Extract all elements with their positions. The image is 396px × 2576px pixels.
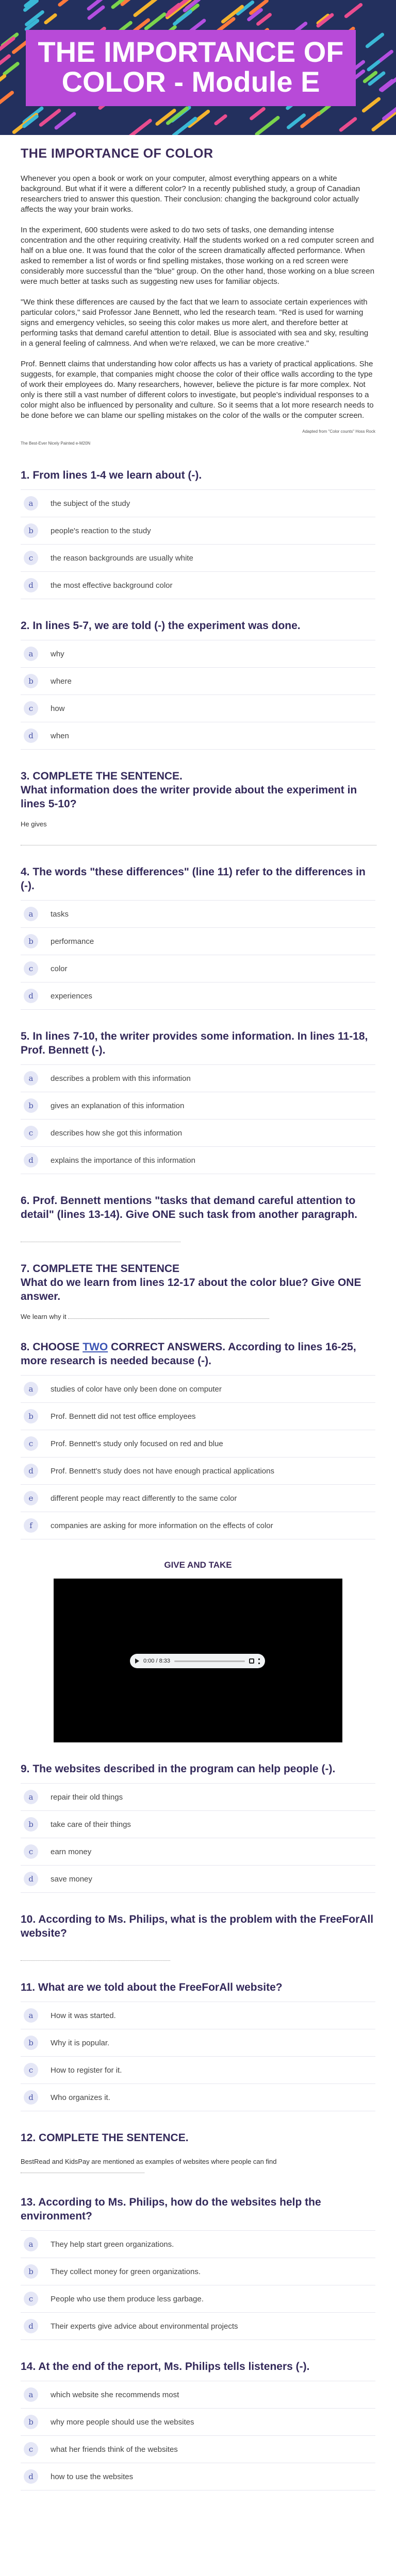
- option-letter: c: [24, 551, 38, 565]
- options-list: [21, 1375, 375, 1539]
- answer-option[interactable]: [21, 2002, 375, 2029]
- option-letter: b: [24, 2036, 38, 2050]
- option-letter: b: [24, 1817, 38, 1832]
- option-label: the subject of the study: [51, 499, 130, 508]
- option-label: color: [51, 964, 68, 973]
- options-list: [21, 1783, 375, 1893]
- option-label: when: [51, 731, 69, 740]
- option-label: They help start green organizations.: [51, 2240, 174, 2249]
- option-label: tasks: [51, 909, 69, 919]
- option-letter: a: [24, 2008, 38, 2023]
- answer-option[interactable]: [21, 1064, 375, 1092]
- option-label: Why it is popular.: [51, 2038, 110, 2047]
- option-letter: d: [24, 728, 38, 743]
- option-label: experiences: [51, 991, 92, 1001]
- passage-paragraph: Whenever you open a book or work on your computer, almost everything appears on a white background. But what if it were a different color? In a recently published study, a group of Canadian researchers tried to answer this question. Their conclusion: changing the background color actually affects the way your brain works.: [21, 174, 360, 214]
- answer-option[interactable]: [21, 2258, 375, 2285]
- answer-option[interactable]: [21, 1783, 375, 1810]
- passage-paragraph: Prof. Bennett claims that understanding how color affects us has a variety of practical applications. She suggests, for example, that companies might choose the color of their office walls according to the type of work their employees do. Many researchers, however, believe the picture is far more complex. Not only is there still a vast number of different colors to investigate, but people's individual responses to a color might also be influenced by personality and culture. So it seems that a lot more research needs to be done before we can blame our spelling mistakes on the color of the walls or the computer screen.: [21, 360, 374, 420]
- option-label: Prof. Bennett's study does not have enough practical applications: [51, 1466, 274, 1476]
- answer-option[interactable]: [21, 2435, 375, 2463]
- banner-stripe: [127, 118, 153, 135]
- answer-option[interactable]: [21, 1375, 375, 1402]
- answer-option[interactable]: [21, 1484, 375, 1512]
- option-letter: b: [24, 1098, 38, 1113]
- banner-stripe: [0, 74, 7, 87]
- option-letter: d: [24, 2319, 38, 2333]
- answer-option[interactable]: [21, 544, 375, 571]
- option-label: why: [51, 649, 64, 658]
- answer-option[interactable]: [21, 517, 375, 544]
- option-letter: c: [24, 1844, 38, 1859]
- question-text: 14. At the end of the report, Ms. Philips tells listeners (-).: [21, 2361, 310, 2372]
- answer-option[interactable]: [21, 2312, 375, 2340]
- question-4: [21, 865, 375, 1010]
- option-letter: b: [24, 1409, 38, 1423]
- exam-credit: The Best-Ever Nicely Painted e-M20N: [21, 441, 91, 446]
- audio-controls[interactable]: [130, 1654, 265, 1668]
- option-label: How it was started.: [51, 2011, 116, 2020]
- emphasis-two: TWO: [82, 1341, 108, 1353]
- reading-passage: [21, 174, 375, 421]
- play-icon[interactable]: [135, 1658, 139, 1664]
- banner-stripe: [366, 59, 381, 72]
- answer-prefix: We learn why it: [21, 1313, 67, 1320]
- option-label: how to use the websites: [51, 2472, 134, 2481]
- option-letter: a: [24, 1071, 38, 1086]
- option-letter: c: [24, 961, 38, 976]
- question-text: 5. In lines 7-10, the writer provides some information. In lines 11-18, Prof. Bennett (-).: [21, 1030, 368, 1056]
- passage-paragraph: "We think these differences are caused by the fact that we learn to associate certain experiences with particular colors," said Professor Jane Bennett, who led the research team. "Red is used for warning signs and emergency vehicles, so seeing this color makes us more alert, and therefore better at performing tasks that demand careful attention to detail. Blue is associated with sea and sky, resulting in a general feeling of calmness. And when we're relaxed, we can be more creative.": [21, 298, 369, 348]
- option-label: earn money: [51, 1847, 92, 1856]
- answer-option[interactable]: [21, 2408, 375, 2435]
- option-label: performance: [51, 937, 94, 946]
- option-label: take care of their things: [51, 1820, 131, 1829]
- source-credit: Adapted from "Color counts" Hoss Rock: [302, 429, 375, 434]
- options-list: [21, 640, 375, 750]
- passage-paragraph: In the experiment, 600 students were asked to do two sets of tasks, one demanding intense concentration and the other requiring creativity. Half the students worked on a red computer screen and half on a blue one. It was found that the color of the screen dramatically affected performance. When asked to remember a list of words or find spelling mistakes, those working on a red screen were considerably more successful than the "blue" group. On the other hand, those working on a blue screen were much better at tasks such as suggesting new uses for familiar objects.: [21, 226, 375, 286]
- option-label: what her friends think of the websites: [51, 2445, 178, 2454]
- answer-option[interactable]: [21, 2083, 375, 2111]
- option-letter: a: [24, 496, 38, 511]
- options-list: [21, 2002, 375, 2111]
- question-text: 3. COMPLETE THE SENTENCE.: [21, 770, 183, 782]
- option-letter: b: [24, 934, 38, 948]
- option-letter: a: [24, 907, 38, 921]
- answer-option[interactable]: [21, 571, 375, 599]
- option-label: repair their old things: [51, 1792, 123, 1802]
- time-display: 0:00 / 8:33: [143, 1658, 170, 1664]
- question-3: [21, 769, 375, 845]
- question-9: [21, 1762, 375, 1893]
- main-content: [0, 146, 396, 2490]
- option-letter: e: [24, 1491, 38, 1505]
- option-label: how: [51, 704, 65, 713]
- option-label: Prof. Bennett's study only focused on red and blue: [51, 1439, 223, 1448]
- option-label: Their experts give advice about environmental projects: [51, 2321, 238, 2331]
- answer-option[interactable]: [21, 489, 375, 517]
- option-letter: d: [24, 989, 38, 1003]
- answer-option[interactable]: [21, 1810, 375, 1838]
- option-letter: a: [24, 2387, 38, 2402]
- answer-option[interactable]: [21, 2381, 375, 2408]
- question-text: 11. What are we told about the FreeForAll website?: [21, 1981, 283, 1993]
- options-list: [21, 489, 375, 599]
- question-6: [21, 1194, 375, 1242]
- option-letter: d: [24, 1872, 38, 1886]
- answer-field[interactable]: [21, 820, 375, 828]
- option-label: why more people should use the websites: [51, 2417, 194, 2427]
- answer-option[interactable]: [21, 1838, 375, 1865]
- option-label: gives an explanation of this information: [51, 1101, 185, 1110]
- answer-line[interactable]: [21, 839, 376, 845]
- page-title: THE IMPORTANCE OF COLOR - Module E: [26, 30, 356, 106]
- option-letter: c: [24, 701, 38, 716]
- option-label: where: [51, 676, 72, 686]
- answer-field[interactable]: [21, 1313, 375, 1320]
- option-label: explains the importance of this information: [51, 1156, 195, 1165]
- question-text: 9. The websites described in the program can help people (-).: [21, 1763, 336, 1775]
- question-text: 6. Prof. Bennett mentions "tasks that demand careful attention to detail" (lines 13-14). Give ONE such task from another paragraph.: [21, 1195, 357, 1221]
- option-label: They collect money for green organizations.: [51, 2267, 201, 2276]
- option-letter: c: [24, 1436, 38, 1451]
- question-14: [21, 2360, 375, 2490]
- header-banner: [0, 0, 396, 135]
- option-label: save money: [51, 1874, 92, 1884]
- option-label: Who organizes it.: [51, 2093, 110, 2102]
- option-letter: f: [24, 1518, 38, 1533]
- answer-option[interactable]: [21, 982, 375, 1010]
- answer-line[interactable]: [21, 1955, 170, 1961]
- question-13: [21, 2195, 375, 2340]
- option-label: different people may react differently to the same color: [51, 1494, 237, 1503]
- option-letter: a: [24, 2237, 38, 2251]
- option-letter: b: [24, 2415, 38, 2429]
- question-text: 10. According to Ms. Philips, what is the problem with the FreeForAll website?: [21, 1913, 374, 1939]
- option-letter: d: [24, 578, 38, 592]
- answer-field[interactable]: [21, 2157, 375, 2176]
- option-label: People who use them produce less garbage.: [51, 2294, 204, 2303]
- answer-option[interactable]: [21, 2285, 375, 2312]
- question-8: [21, 1340, 375, 1539]
- answer-option[interactable]: [21, 955, 375, 982]
- answer-line[interactable]: [21, 1236, 180, 1242]
- question-text: 1. From lines 1-4 we learn about (-).: [21, 469, 202, 481]
- progress-track[interactable]: [174, 1660, 245, 1662]
- banner-stripe: [43, 13, 58, 25]
- option-label: Prof. Bennett did not test office employees: [51, 1412, 196, 1421]
- answer-option[interactable]: [21, 1457, 375, 1484]
- option-letter: d: [24, 1153, 38, 1167]
- options-list: [21, 1064, 375, 1174]
- banner-stripe: [338, 116, 357, 132]
- answer-option[interactable]: [21, 2230, 375, 2258]
- option-letter: c: [24, 1126, 38, 1140]
- question-2: [21, 619, 375, 750]
- option-label: which website she recommends most: [51, 2390, 179, 2399]
- option-letter: d: [24, 2090, 38, 2105]
- answer-option[interactable]: [21, 1092, 375, 1119]
- question-subtext: What information does the writer provide about the experiment in lines 5-10?: [21, 784, 357, 810]
- answer-option[interactable]: [21, 900, 375, 927]
- option-label: describes how she got this information: [51, 1128, 183, 1138]
- question-7: [21, 1262, 375, 1320]
- option-letter: d: [24, 1464, 38, 1478]
- options-list: [21, 2230, 375, 2340]
- question-text: 4. The words "these differences" (line 11) refer to the differences in (-).: [21, 866, 366, 892]
- question-text: 13. According to Ms. Philips, how do the websites help the environment?: [21, 2196, 321, 2222]
- answer-option[interactable]: [21, 694, 375, 722]
- option-label: How to register for it.: [51, 2065, 122, 2075]
- question-1: [21, 468, 375, 599]
- option-label: describes a problem with this information: [51, 1074, 191, 1083]
- answer-option[interactable]: [21, 1512, 375, 1539]
- option-label: the most effective background color: [51, 581, 173, 590]
- volume-icon[interactable]: [249, 1658, 254, 1664]
- question-text: 7. COMPLETE THE SENTENCE: [21, 1263, 180, 1275]
- answer-option[interactable]: [21, 2463, 375, 2490]
- option-letter: c: [24, 2292, 38, 2306]
- banner-stripe: [343, 3, 363, 19]
- banner-stripe: [361, 96, 382, 113]
- banner-stripe: [0, 90, 14, 107]
- option-label: companies are asking for more information on the effects of color: [51, 1521, 273, 1530]
- answer-option[interactable]: [21, 1146, 375, 1174]
- option-label: the reason backgrounds are usually white: [51, 553, 193, 563]
- question-text: 2. In lines 5-7, we are told (-) the experiment was done.: [21, 620, 301, 632]
- answer-option[interactable]: [21, 722, 375, 750]
- banner-stripe: [378, 78, 395, 92]
- option-letter: a: [24, 1790, 38, 1804]
- banner-stripe: [133, 0, 159, 18]
- option-letter: a: [24, 1382, 38, 1396]
- option-letter: b: [24, 674, 38, 688]
- question-10: [21, 1912, 375, 1961]
- answer-option[interactable]: [21, 2029, 375, 2056]
- video-title: GIVE AND TAKE: [164, 1560, 232, 1570]
- option-letter: d: [24, 2469, 38, 2484]
- answer-option[interactable]: [21, 927, 375, 955]
- banner-stripe: [213, 114, 228, 126]
- question-11: [21, 1980, 375, 2111]
- answer-option[interactable]: [21, 1119, 375, 1146]
- answer-option[interactable]: [21, 1430, 375, 1457]
- question-text: 8. CHOOSE TWO CORRECT ANSWERS. According to lines 16-25, more research is needed because (-).: [21, 1341, 356, 1367]
- section-title: THE IMPORTANCE OF COLOR: [21, 146, 213, 161]
- option-label: studies of color have only been done on computer: [51, 1384, 222, 1394]
- options-list: [21, 2381, 375, 2490]
- answer-option[interactable]: [21, 2056, 375, 2083]
- banner-stripe: [57, 0, 83, 7]
- answer-prefix: BestRead and KidsPay are mentioned as examples of websites where people can find: [21, 2158, 277, 2165]
- banner-stripe: [254, 115, 280, 135]
- answer-prefix: He gives: [21, 820, 47, 828]
- option-letter: a: [24, 647, 38, 661]
- answer-option[interactable]: [21, 1402, 375, 1430]
- answer-option[interactable]: [21, 1865, 375, 1893]
- option-letter: c: [24, 2063, 38, 2077]
- video-player[interactable]: [54, 1579, 342, 1742]
- option-letter: c: [24, 2442, 38, 2456]
- options-list: [21, 900, 375, 1010]
- question-5: [21, 1029, 375, 1174]
- question-subtext: What do we learn from lines 12-17 about the color blue? Give ONE answer.: [21, 1277, 361, 1302]
- answer-option[interactable]: [21, 667, 375, 694]
- answer-option[interactable]: [21, 640, 375, 667]
- banner-stripe: [249, 106, 266, 121]
- more-options-icon[interactable]: [258, 1658, 260, 1664]
- option-letter: b: [24, 2264, 38, 2279]
- question-12: [21, 2131, 375, 2176]
- banner-stripe: [187, 109, 210, 128]
- option-label: people's reaction to the study: [51, 526, 151, 535]
- question-text: 12. COMPLETE THE SENTENCE.: [21, 2132, 189, 2144]
- option-letter: b: [24, 523, 38, 538]
- banner-stripe: [365, 32, 385, 49]
